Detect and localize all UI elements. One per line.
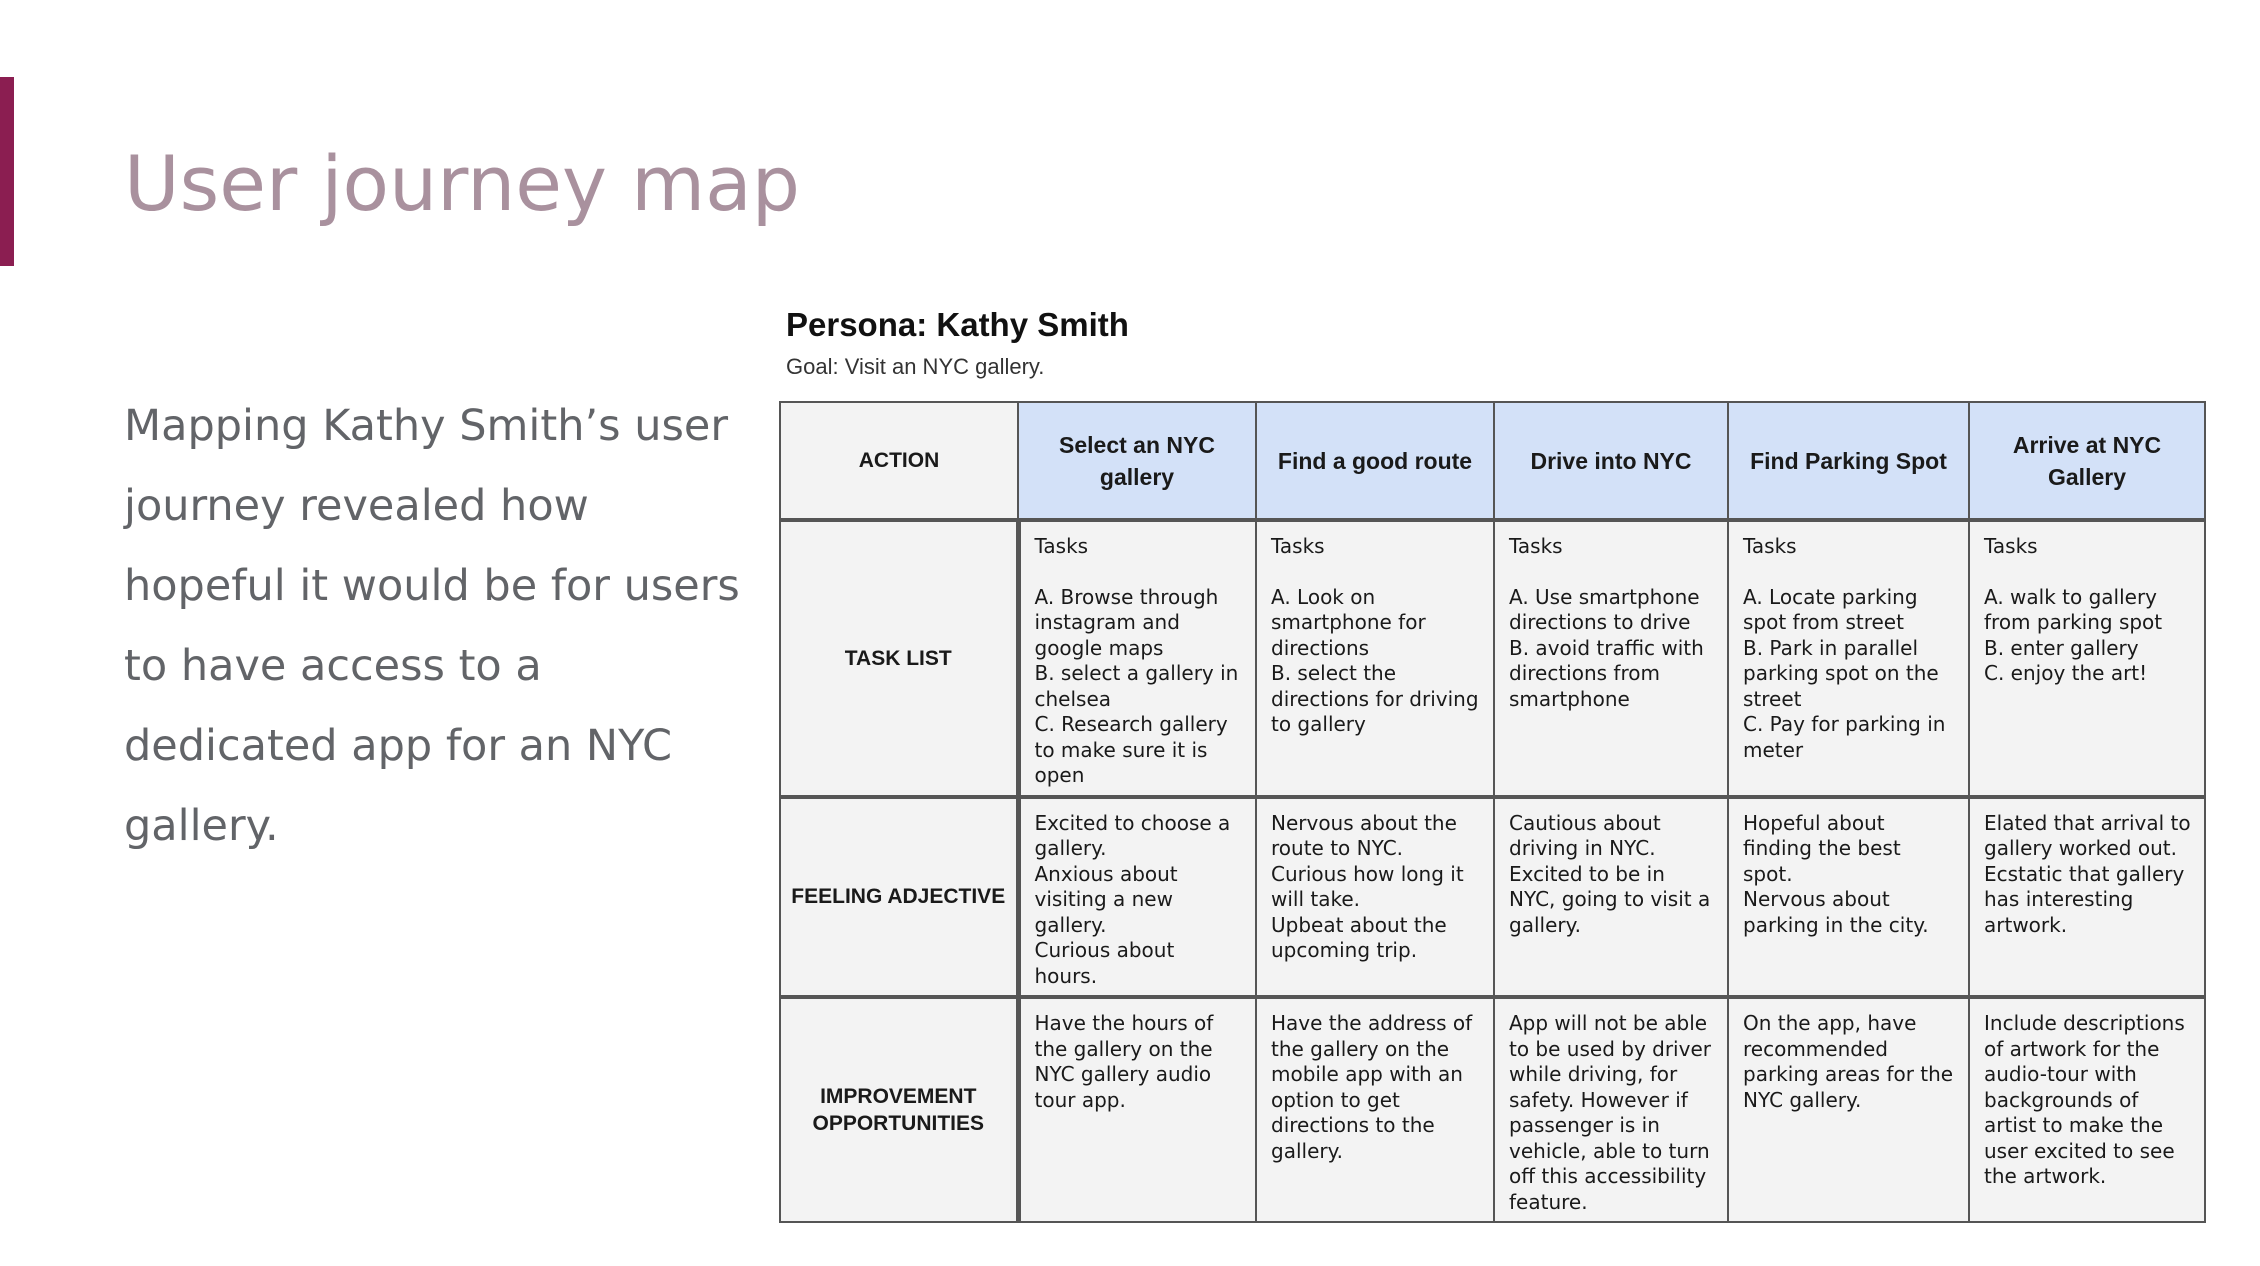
- improvement-item: On the app, have recommended parking areas for the NYC gallery.: [1743, 1011, 1954, 1112]
- feeling-cell: [1969, 797, 2205, 998]
- feeling-item: Curious about hours.: [1034, 938, 1175, 988]
- task-heading: Tasks: [1984, 534, 2038, 558]
- improvement-opportunities-row: [780, 997, 2205, 1222]
- stage-header: Select an NYC gallery: [1018, 402, 1256, 520]
- accent-bar: [0, 77, 14, 266]
- improvement-cell: [1969, 997, 2205, 1222]
- task-item: A. Browse through instagram and google maps: [1034, 584, 1219, 660]
- feeling-item: Hopeful about finding the best spot.: [1743, 810, 1901, 886]
- improvement-cell: [1728, 997, 1969, 1222]
- task-heading: Tasks: [1743, 534, 1797, 558]
- feeling-item: Curious how long it will take.: [1271, 861, 1464, 911]
- task-cell: [1494, 520, 1728, 797]
- task-item: A. Use smartphone directions to drive: [1509, 584, 1700, 634]
- stage-header: Find Parking Spot: [1728, 402, 1969, 520]
- task-item: B. enter gallery: [1984, 635, 2139, 660]
- persona-title: Persona: Kathy Smith: [786, 306, 1129, 343]
- task-item: B. Park in parallel parking spot on the street: [1743, 635, 1939, 711]
- task-item: B. avoid traffic with directions from smartphone: [1509, 635, 1704, 711]
- task-item: C. Research gallery to make sure it is open: [1034, 712, 1228, 787]
- task-cell: [1256, 520, 1494, 797]
- feeling-item: Elated that arrival to gallery worked out.: [1984, 810, 2191, 860]
- task-cell: [1728, 520, 1969, 797]
- task-item: A. walk to gallery from parking spot: [1984, 584, 2163, 634]
- task-item: A. Locate parking spot from street: [1743, 584, 1918, 634]
- feeling-item: Anxious about visiting a new gallery.: [1034, 861, 1178, 937]
- improvement-item: Include descriptions of artwork for the audio-tour with backgrounds of artist to make the user excited to see the artwork.: [1984, 1011, 2185, 1188]
- feeling-item: Ecstatic that gallery has interesting artwork.: [1984, 861, 2185, 937]
- feeling-cell: [1018, 797, 1256, 998]
- improvement-opportunities-label: IMPROVEMENT OPPORTUNITIES: [780, 997, 1018, 1222]
- feeling-adjective-label: FEELING ADJECTIVE: [780, 797, 1018, 998]
- feeling-item: Nervous about parking in the city.: [1743, 887, 1929, 937]
- improvement-item: Have the hours of the gallery on the NYC gallery audio tour app.: [1034, 1011, 1214, 1112]
- task-item: B. select the directions for driving to gallery: [1271, 661, 1479, 736]
- feeling-item: Nervous about the route to NYC.: [1271, 810, 1457, 860]
- stage-header: Drive into NYC: [1494, 402, 1728, 520]
- feeling-item: Excited to choose a gallery.: [1034, 810, 1231, 860]
- slide-title: User journey map: [124, 139, 800, 228]
- stage-header: Find a good route: [1256, 402, 1494, 520]
- improvement-item: App will not be able to be used by driver while driving, for safety. However if passenger is in vehicle, able to turn off this accessibility feature.: [1509, 1011, 1711, 1214]
- task-heading: Tasks: [1034, 534, 1089, 558]
- feeling-item: Cautious about driving in NYC.: [1509, 810, 1661, 860]
- task-item: C. enjoy the art!: [1984, 661, 2148, 685]
- feeling-cell: [1256, 797, 1494, 998]
- improvement-item: Have the address of the gallery on the mobile app with an option to get directions to the gallery.: [1271, 1011, 1473, 1163]
- stage-header-row: [780, 402, 2205, 520]
- persona-goal: Goal: Visit an NYC gallery.: [786, 354, 1045, 379]
- action-header: ACTION: [780, 402, 1018, 520]
- task-list-label: TASK LIST: [780, 520, 1018, 797]
- stage-header: Arrive at NYC Gallery: [1969, 402, 2205, 520]
- task-list-row: [780, 520, 2205, 797]
- task-item: B. select a gallery in chelsea: [1034, 661, 1239, 711]
- feeling-adjective-row: [780, 797, 2205, 998]
- task-cell: [1018, 520, 1256, 797]
- task-item: A. Look on smartphone for directions: [1271, 584, 1426, 660]
- journey-map-table: [779, 401, 2206, 1223]
- task-cell: [1969, 520, 2205, 797]
- feeling-cell: [1494, 797, 1728, 998]
- improvement-cell: [1494, 997, 1728, 1222]
- feeling-item: Excited to be in NYC, going to visit a gallery.: [1509, 861, 1711, 937]
- task-heading: Tasks: [1271, 534, 1325, 558]
- slide-description: Mapping Kathy Smith’s user journey revealed how hopeful it would be for users to have access to a dedicated app for an NYC gallery.: [124, 401, 740, 851]
- feeling-cell: [1728, 797, 1969, 998]
- improvement-cell: [1256, 997, 1494, 1222]
- improvement-cell: [1018, 997, 1256, 1222]
- task-item: C. Pay for parking in meter: [1743, 712, 1946, 762]
- feeling-item: Upbeat about the upcoming trip.: [1271, 912, 1447, 962]
- task-heading: Tasks: [1509, 534, 1563, 558]
